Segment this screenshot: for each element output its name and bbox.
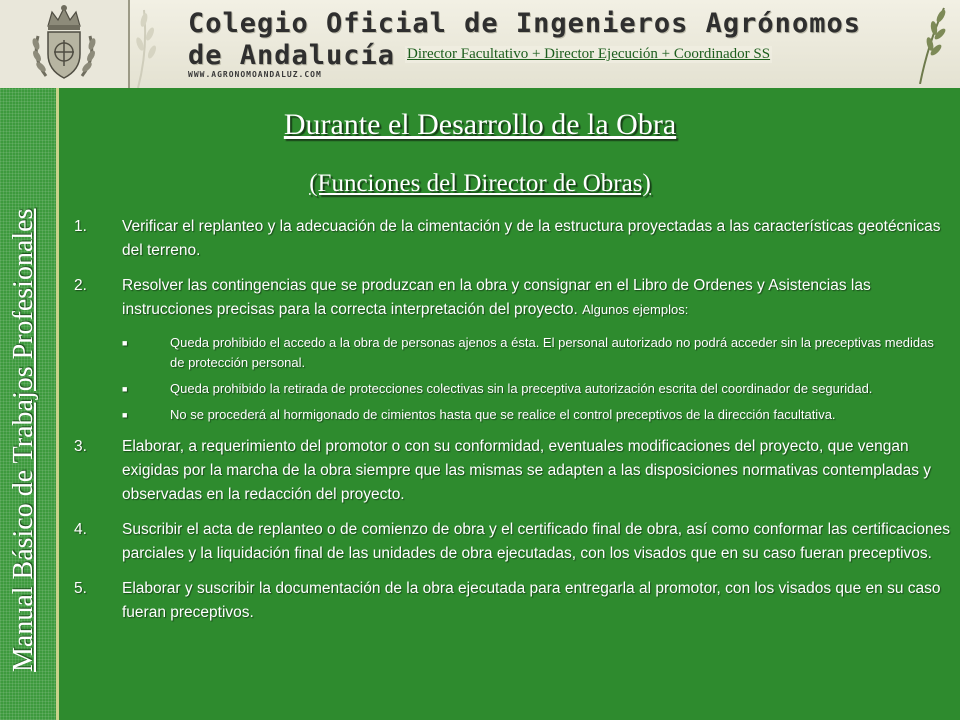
item-text: Suscribir el acta de replanteo o de comienzo de obra y el certificado final de obra, así como conformar las certificaciones parciales y la liquidación final de las unidades de obra ejecutadas, con los visados que en su caso fueran preceptivos. xyxy=(122,521,950,562)
page-title: Durante el Desarrollo de la Obra xyxy=(283,108,677,141)
sub-list-item xyxy=(74,405,950,425)
director-roles-link[interactable]: Director Facultativo + Director Ejecución + Coordinador SS xyxy=(407,46,771,62)
header-banner xyxy=(0,0,960,88)
item-text: Resolver las contingencias que se produzcan en la obra y consignar en el Libro de Ordenes y Asistencias las instrucciones precisas para la correcta interpretación del proyecto. xyxy=(122,277,871,318)
wheat-ear-icon xyxy=(914,4,950,84)
item-text: Elaborar, a requerimiento del promotor o con su conformidad, eventuales modificaciones del proyecto, que vengan exigidas por la marcha de la obra siempre que las mismas se adapten a las disposiciones normativas contempladas y observadas en la redacción del proyecto. xyxy=(122,438,931,503)
list-item xyxy=(74,274,950,322)
manual-title-vertical: Manual Básico de Trabajos Profesionales xyxy=(8,208,39,672)
square-bullet-icon: ■ xyxy=(122,384,128,394)
item-number: 1. xyxy=(74,218,87,235)
sub-item-text: Queda prohibido la retirada de protecciones colectivas sin la preceptiva autorización escrita del coordinador de seguridad. xyxy=(170,381,873,396)
crest-box xyxy=(0,0,130,88)
wheat-decoration xyxy=(128,0,188,88)
sub-list-item xyxy=(74,333,950,373)
list-item xyxy=(74,577,950,625)
page-subtitle: (Funciones del Director de Obras) xyxy=(309,170,651,197)
list-item xyxy=(74,215,950,263)
item-number: 5. xyxy=(74,580,87,597)
item-text: Verificar el replanteo y la adecuación de la cimentación y de la estructura proyectadas a las características geotécnicas del terreno. xyxy=(122,218,941,259)
item-number: 2. xyxy=(74,277,87,294)
website-url: WWW.AGRONOMOANDALUZ.COM xyxy=(188,70,322,79)
item-examples-label: Algunos ejemplos: xyxy=(582,302,689,317)
list-item xyxy=(74,435,950,507)
item-text: Elaborar y suscribir la documentación de la obra ejecutada para entregarla al promotor, con los visados que en su caso fueran preceptivos. xyxy=(122,580,941,621)
sub-list-item xyxy=(74,379,950,399)
college-name-line1: Colegio Oficial de Ingenieros Agrónomos xyxy=(188,8,861,39)
college-name-line2: de Andalucía xyxy=(188,40,396,71)
square-bullet-icon: ■ xyxy=(122,410,128,420)
coat-of-arms-logo xyxy=(26,4,102,84)
sub-item-text: No se procederá al hormigonado de cimientos hasta que se realice el control preceptivos de la dirección facultativa. xyxy=(170,407,836,422)
square-bullet-icon: ■ xyxy=(122,338,128,348)
functions-list xyxy=(74,215,950,636)
item-number: 3. xyxy=(74,438,87,455)
list-item xyxy=(74,518,950,566)
item-number: 4. xyxy=(74,521,87,538)
sub-item-text: Queda prohibido el accedo a la obra de personas ajenos a ésta. El personal autorizado no podrá acceder sin la preceptivas medidas de protección personal. xyxy=(170,335,934,370)
